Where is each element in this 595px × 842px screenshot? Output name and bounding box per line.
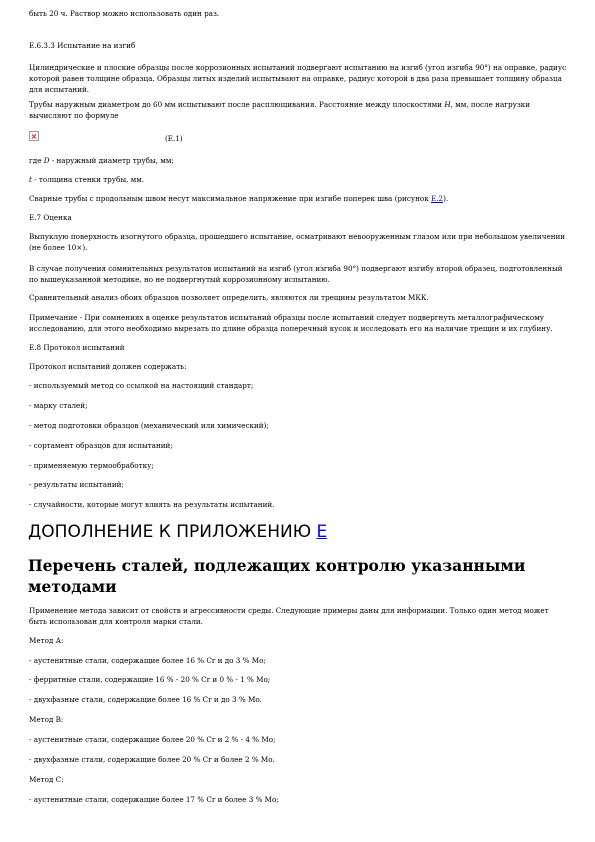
list-item: - двухфазные стали, содержащие более 20 % Cr и более 2 % Mo. [29,755,275,764]
list-item: - случайности, которые могут влиять на результаты испытаний. [29,500,275,509]
paragraph: Цилиндрические и плоские образцы после коррозионных испытаний подвергают испытанию на изгиб (угол изгиба 90°) на оправке, радиус которой равен толщине образца. Образцы литых изделий испытывают на оправке, радиус которой в два раза превышает толщину образца для испытаний. [29,63,567,94]
subsection-heading: Е.7 Оценка [29,213,72,222]
paragraph: Трубы наружным диаметром до 60 мм испытывают после расплющивания. Расстояние между плоскостями H, мм, после нагрузки вычисляют по формуле [29,100,531,120]
figure-link[interactable]: Е.2 [430,194,444,203]
paragraph: быть 20 ч. Раствор можно использовать один раз. [29,9,220,18]
list-item: - применяемую термообработку; [29,461,154,470]
appendix-heading: ДОПОЛНЕНИЕ К ПРИЛОЖЕНИЮ Е [28,522,328,542]
list-item: - ферритные стали, содержащие 16 % - 20 % Cr и 0 % - 1 % Mo; [29,675,271,684]
list-item: - двухфазные стали, содержащие более 16 % Cr и до 3 % Mo. [29,695,262,704]
appendix-link[interactable]: Е [316,522,328,542]
list-item: - аустенитные стали, содержащие более 17 % Cr и более 3 % Mo; [29,795,279,804]
paragraph: Протокол испытаний должен содержать: [29,362,187,371]
paragraph: Применение метода зависит от свойств и агрессивности среды. Следующие примеры даны для информации. Только один метод может быть использован для контроля марки стали. [29,606,549,626]
list-item: - аустенитные стали, содержащие более 16 % Cr и до 3 % Mo; [29,656,266,665]
method-label: Метод А: [29,636,64,645]
variable-h: H [444,100,451,109]
method-label: Метод С: [29,775,64,784]
paragraph: Сварные трубы с продольным швом несут максимальное напряжение при изгибе поперек шва (рисунок Е.2). [29,194,449,203]
variable-d: D [43,156,50,165]
paragraph: Выпуклую поверхность изогнутого образца, прошедшего испытание, осматривают невооруженным глазом или при небольшом увеличении (не более 10×). [29,232,566,252]
note-paragraph: Примечание - При сомнениях в оценке результатов испытаний образцы после испытаний следует подвергнуть металлографическому исследованию, для этого необходимо вырезать по длине образца поперечный кусок и исследовать его на наличие трещин и их глубину. [29,313,553,333]
paragraph: Сравнительный анализ обоих образцов позволяет определить, являются ли трещины результатом МКК. [29,293,429,302]
paragraph: В случае получения сомнительных результатов испытаний на изгиб (угол изгиба 90°) подвергают изгибу второй образец, подготовленный по вышеуказанной методике, но не подвергнутый коррозионному испытанию. [29,264,563,284]
subsection-heading: Е.8 Протокол испытаний [29,343,125,352]
subsection-heading: Е.6.3.3 Испытание на изгиб [29,41,136,50]
list-item: - используемый метод со ссылкой на настоящий стандарт; [29,381,254,390]
paragraph: где D - наружный диаметр трубы, мм; [29,156,174,165]
list-item: - аустенитные стали, содержащие более 20 % Cr и 2 % - 4 % Mo; [29,735,276,744]
broken-image-icon [29,131,39,141]
list-item: - сортамент образцов для испытаний; [29,441,173,450]
paragraph: t - толщина стенки трубы, мм. [29,175,145,184]
list-item: - метод подготовки образцов (механический или химический); [29,421,269,430]
variable-t: t [29,175,32,184]
section-heading: Перечень сталей, подлежащих контролю указанными методами [28,556,526,596]
equation-number: (Е.1) [165,134,183,143]
list-item: - результаты испытаний; [29,480,124,489]
method-label: Метод В: [29,715,64,724]
list-item: - марку сталей; [29,401,88,410]
